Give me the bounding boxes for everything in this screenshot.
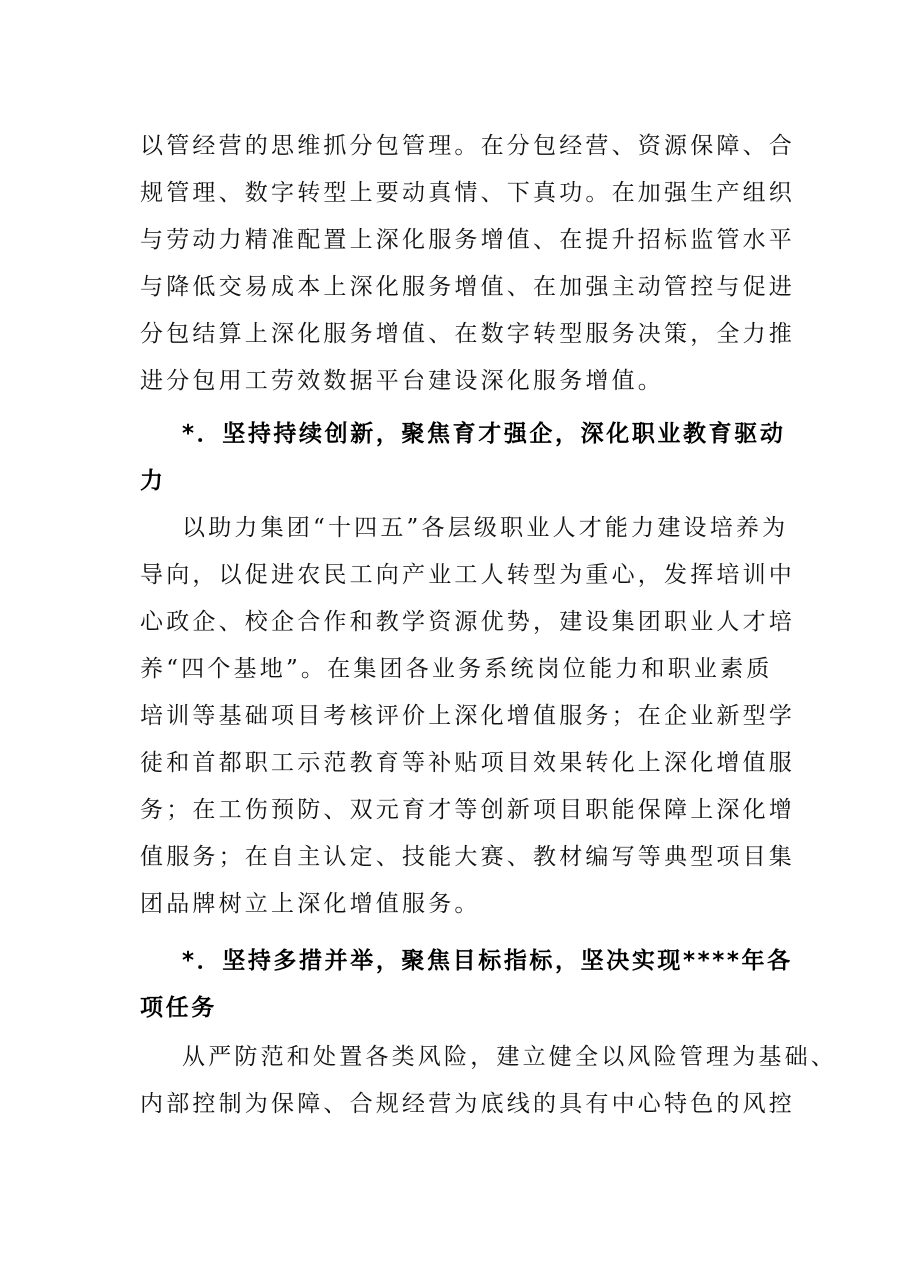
paragraph-line: 导向，以促进农民工向产业工人转型为重心，发挥培训中 (140, 562, 795, 588)
paragraph-line: 心政企、校企合作和教学资源优势，建设集团职业人才培 (140, 609, 795, 635)
paragraph-line: 从严防范和处置各类风险，建立健全以风险管理为基础、 (182, 1044, 837, 1070)
paragraph-line: 与劳动力精准配置上深化服务增值、在提升招标监管水平 (140, 227, 795, 253)
section-heading-continuation: 项任务 (140, 995, 217, 1021)
paragraph-line: 培训等基础项目考核评价上深化增值服务；在企业新型学 (140, 703, 795, 729)
paragraph-line: 内部控制为保障、合规经营为底线的具有中心特色的风控 (140, 1091, 795, 1117)
paragraph-line: 规管理、数字转型上要动真情、下真功。在加强生产组织 (140, 180, 795, 206)
paragraph-line: 与降低交易成本上深化服务增值、在加强主动管控与促进 (140, 274, 795, 300)
paragraph-line: 团品牌树立上深化增值服务。 (140, 891, 481, 917)
paragraph-line: 以助力集团“十四五”各层级职业人才能力建设培养为 (182, 515, 789, 541)
paragraph-line: 值服务；在自主认定、技能大赛、教材编写等典型项目集 (140, 844, 795, 870)
paragraph-line: 进分包用工劳效数据平台建设深化服务增值。 (140, 368, 664, 394)
paragraph-line: 务；在工伤预防、双元育才等创新项目职能保障上深化增 (140, 797, 795, 823)
section-heading-continuation: 力 (140, 468, 166, 494)
paragraph-line: 徒和首都职工示范教育等补贴项目效果转化上深化增值服 (140, 750, 795, 776)
paragraph-line: 养“四个基地”。在集团各业务系统岗位能力和职业素质 (140, 656, 773, 682)
paragraph-line: 分包结算上深化服务增值、在数字转型服务决策，全力推 (140, 321, 795, 347)
section-heading: *．坚持多措并举，聚焦目标指标，坚决实现****年各 (182, 948, 793, 974)
paragraph-line: 以管经营的思维抓分包管理。在分包经营、资源保障、合 (140, 133, 795, 159)
section-heading: *．坚持持续创新，聚焦育才强企，深化职业教育驱动 (182, 421, 786, 447)
